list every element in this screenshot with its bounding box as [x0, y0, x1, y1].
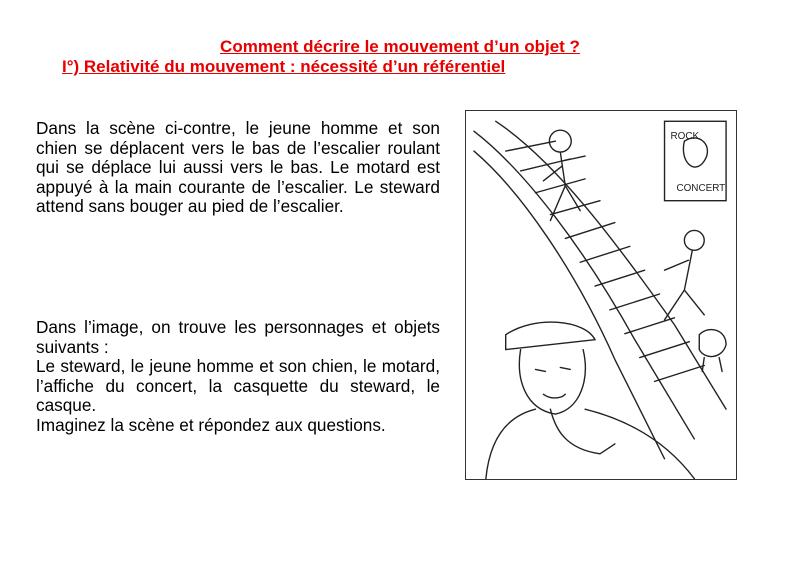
steward-body [486, 409, 694, 478]
dog [699, 330, 726, 372]
handrail-left [474, 131, 694, 439]
handrail-right [496, 121, 726, 409]
escalator-drawing [466, 111, 736, 479]
poster-text-rock: ROCK [670, 131, 700, 143]
escalator-base [474, 151, 665, 459]
instructions-block [36, 318, 440, 435]
heading-line-2: I°) Relativité du mouvement : nécessité d’un référentiel [62, 57, 506, 76]
instructions-intro: Dans l’image, on trouve les personnages et objets suivants : [36, 317, 440, 357]
steward-cap [506, 322, 595, 350]
items-list: Le steward, le jeune homme et son chien, le motard, l’affiche du concert, la casquette du steward, le casque. [36, 356, 440, 415]
motorcyclist-helmet [684, 230, 704, 250]
instructions-question: Imaginez la scène et répondez aux questions. [36, 414, 386, 435]
poster-text-concert: CONCERT [676, 182, 726, 194]
scene-description: Dans la scène ci-contre, le jeune homme et son chien se déplacent vers le bas de l’escalier roulant qui se déplace lui aussi vers le bas. Le motard est appuyé à la main courante de l’escalier. Le steward attend sans bouger au pied de l’escalier. [36, 118, 440, 216]
heading-line-1: Comment décrire le mouvement d’un objet ? [220, 37, 580, 56]
steward-face [519, 350, 585, 415]
escalator-illustration [465, 110, 737, 480]
